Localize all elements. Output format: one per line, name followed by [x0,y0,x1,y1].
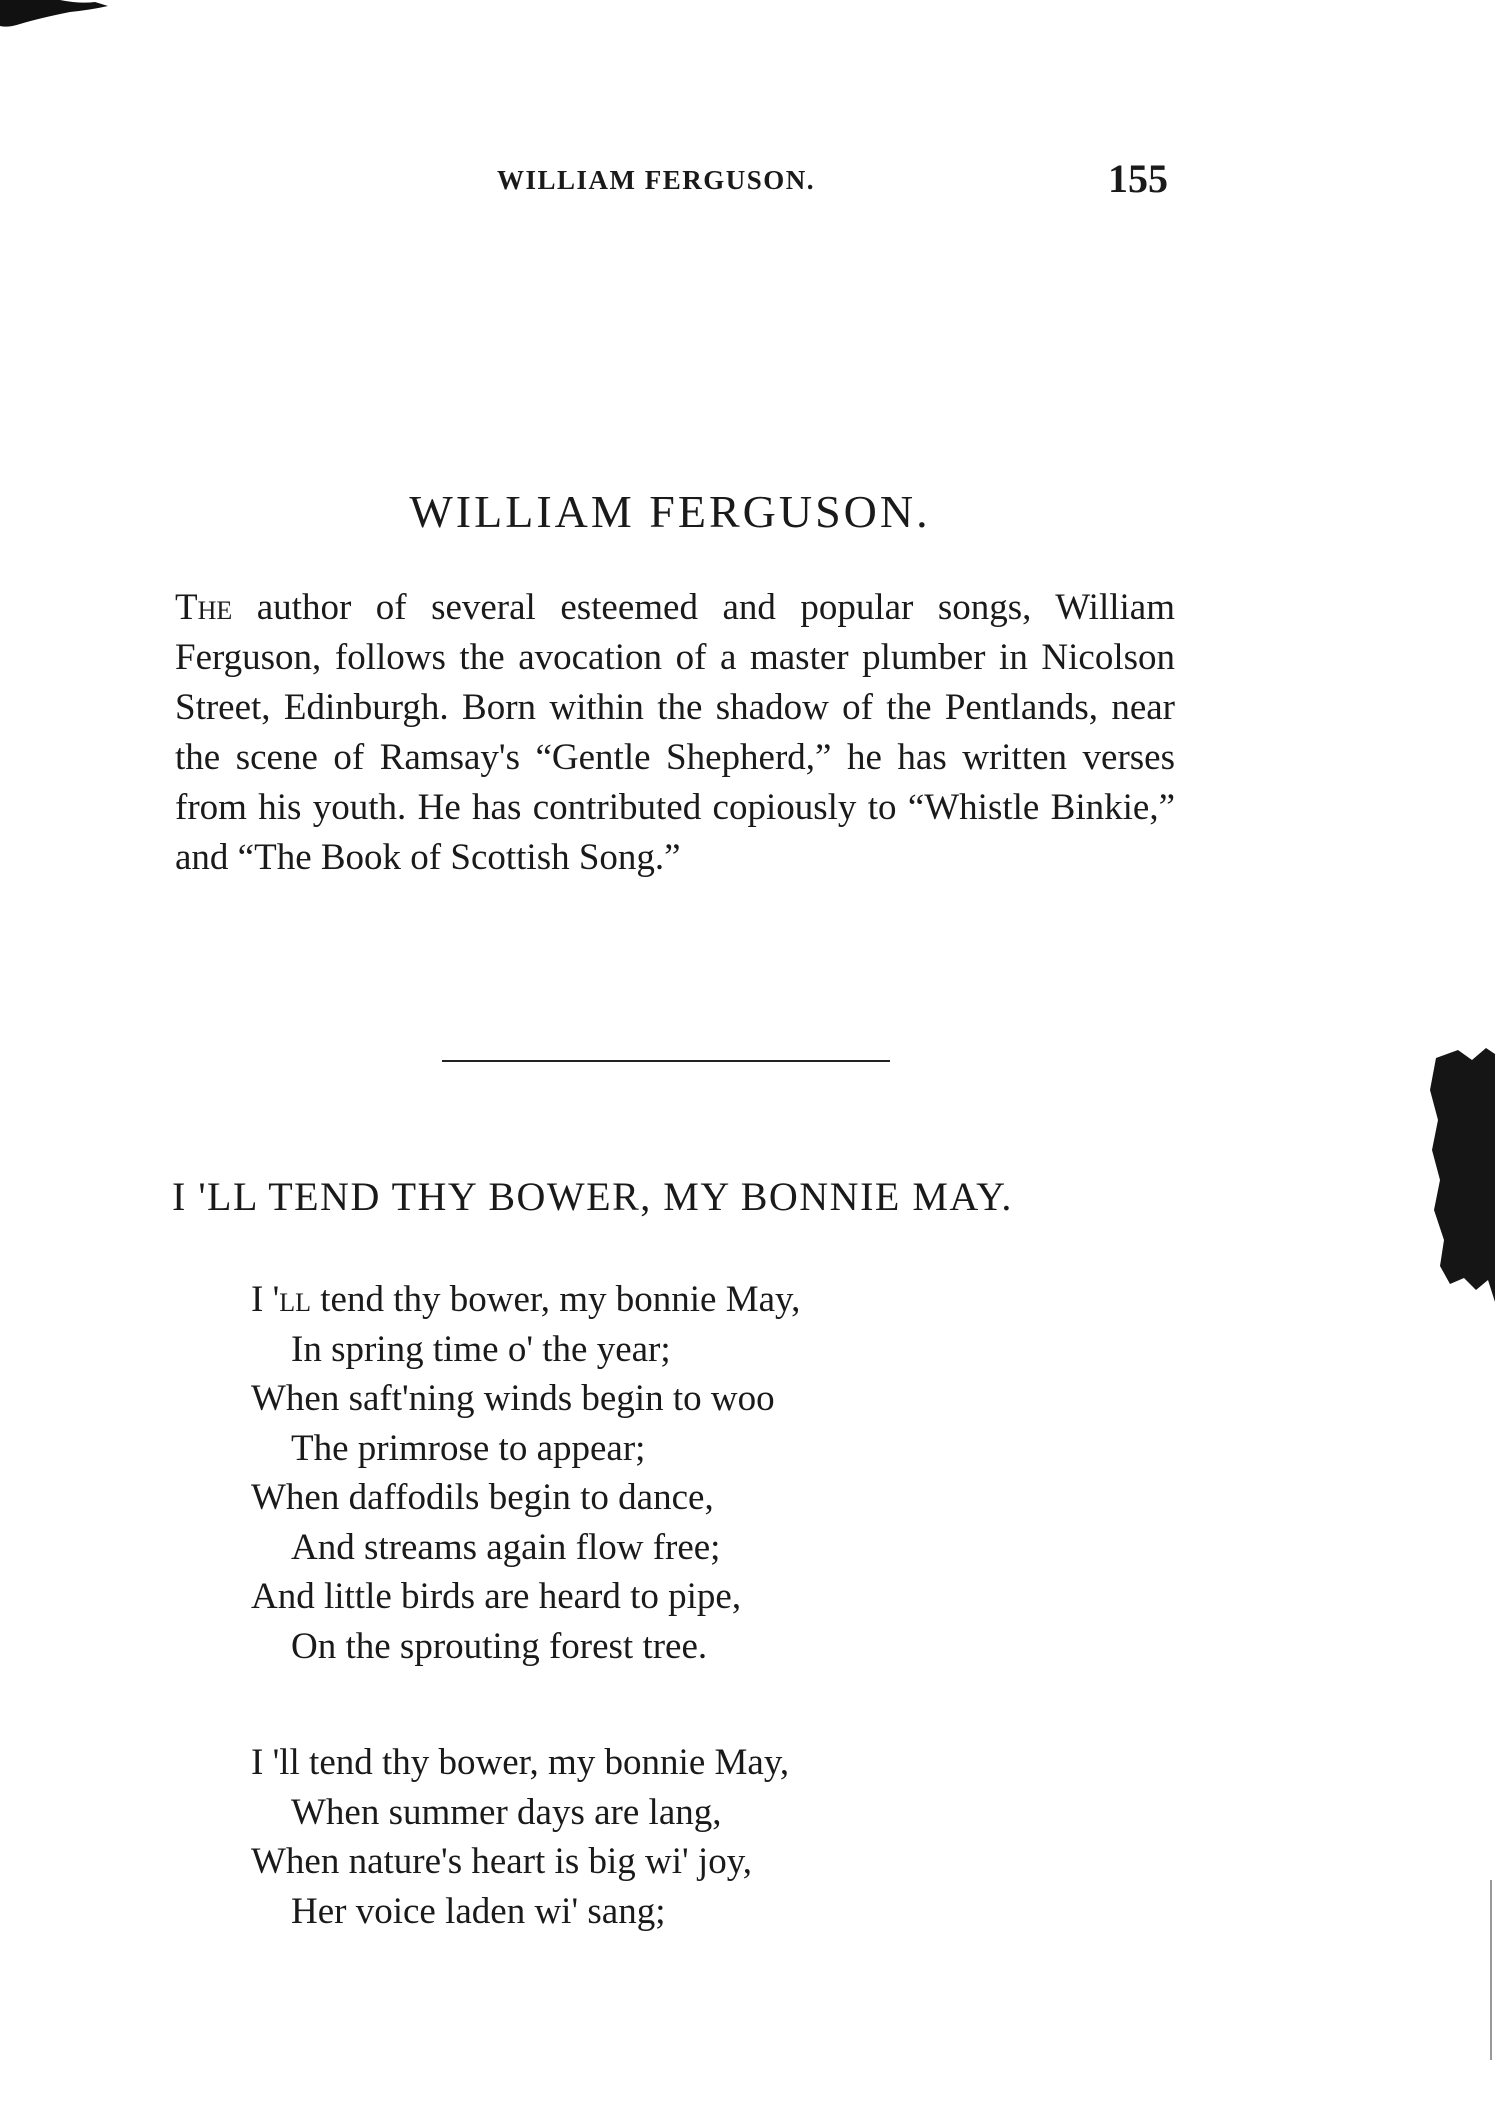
page-edge-smudge [1428,1040,1495,1302]
stanza-line: The primrose to appear; [291,1427,646,1469]
intro-first-word: The [175,587,233,628]
running-title: WILLIAM FERGUSON. [497,165,816,195]
stanza-line: In spring time o' the year; [291,1328,671,1370]
stanza-line: On the sprouting forest tree. [291,1625,708,1667]
stanza-line: I 'll tend thy bower, my bonnie May, [251,1742,790,1783]
poem-title: I 'LL TEND THY BOWER, MY BONNIE MAY. [172,1174,1013,1219]
stanza-line [251,1275,1051,1325]
stanza-line: When nature's heart is big wi' joy, [251,1841,753,1882]
stanza-1 [251,1275,1051,1671]
stanza-line: And streams again flow free; [291,1526,721,1568]
stanza-line: When saft'ning winds begin to woo [251,1378,775,1419]
ink-blot-mark [0,0,110,28]
section-divider [442,1060,890,1062]
running-header [0,155,1495,205]
intro-paragraph [175,583,1175,883]
stanza-line: When summer days are lang, [291,1791,722,1833]
page-edge-line [1490,1880,1492,2060]
stanza-line: And little birds are heard to pipe, [251,1576,742,1617]
first-line-rest: tend thy bower, my bonnie May, [320,1279,801,1320]
stanza-2 [251,1738,1051,1936]
first-word-smallcaps: 'll [272,1279,312,1320]
stanza-line: Her voice laden wi' sang; [291,1890,666,1932]
stanza-line: When daffodils begin to dance, [251,1477,714,1518]
first-word-cap: I [251,1279,264,1320]
intro-text: author of several esteemed and popular songs, William Ferguson, follows the avocation of a master plumber in Nicolson Street, Edinburgh. Born within the shadow of the Pentlands, near the scene of Ramsay's “Gentle Shepherd,” he has written verses from his youth. He has contributed copiously to “Whistle Binkie,” and “The Book of Scottish Song.” [175,587,1175,878]
chapter-title: WILLIAM FERGUSON. [409,486,931,537]
page-number: 155 [1108,156,1168,201]
